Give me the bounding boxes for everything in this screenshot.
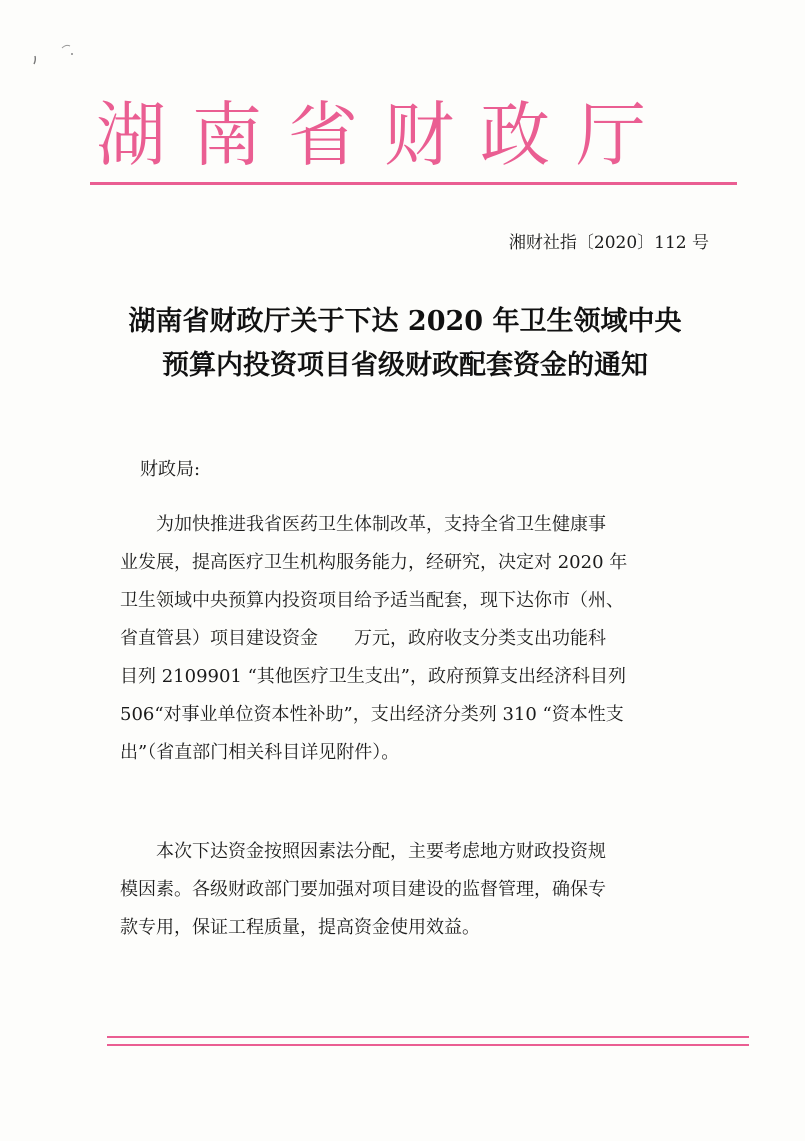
paragraph-line: 本次下达资金按照因素法分配，主要考虑地方财政投资规 [156, 841, 606, 862]
paragraph-line: 卫生领域中央预算内投资项目给予适当配套，现下达你市（州、 [120, 590, 624, 611]
scan-speck-mark [26, 34, 86, 74]
paragraph-line: 省直管县）项目建设资金 万元，政府收支分类支出功能科 [120, 628, 606, 649]
paragraph-line: 业发展，提高医疗卫生机构服务能力，经研究，决定对 2020 年 [120, 552, 628, 573]
document-title-line: 湖南省财政厅关于下达 2020 年卫生领域中央 [128, 306, 682, 337]
footer-divider-bottom [107, 1044, 749, 1046]
paragraph-line: 款专用，保证工程质量，提高资金使用效益。 [120, 917, 480, 938]
letterhead-divider [90, 182, 737, 185]
addressee: 财政局: [140, 459, 201, 480]
paragraph-2 [120, 833, 715, 947]
document-title [100, 300, 710, 388]
agency-letterhead-title: 湖南省财政厅 [96, 94, 672, 176]
paragraph-line: 为加快推进我省医药卫生体制改革，支持全省卫生健康事 [156, 514, 606, 535]
paragraph-1 [120, 506, 715, 772]
paragraph-line: 506“对事业单位资本性补助”，支出经济分类列 310 “资本性支 [120, 704, 624, 725]
document-number: 湘财社指〔2020〕112 号 [508, 233, 709, 253]
paragraph-line: 模因素。各级财政部门要加强对项目建设的监督管理，确保专 [120, 879, 606, 900]
paragraph-line: 出”（省直部门相关科目详见附件）。 [120, 742, 400, 763]
document-title-line: 预算内投资项目省级财政配套资金的通知 [162, 350, 648, 381]
footer-divider-top [107, 1036, 749, 1038]
paragraph-line: 目列 2109901 “其他医疗卫生支出”，政府预算支出经济科目列 [120, 666, 627, 687]
